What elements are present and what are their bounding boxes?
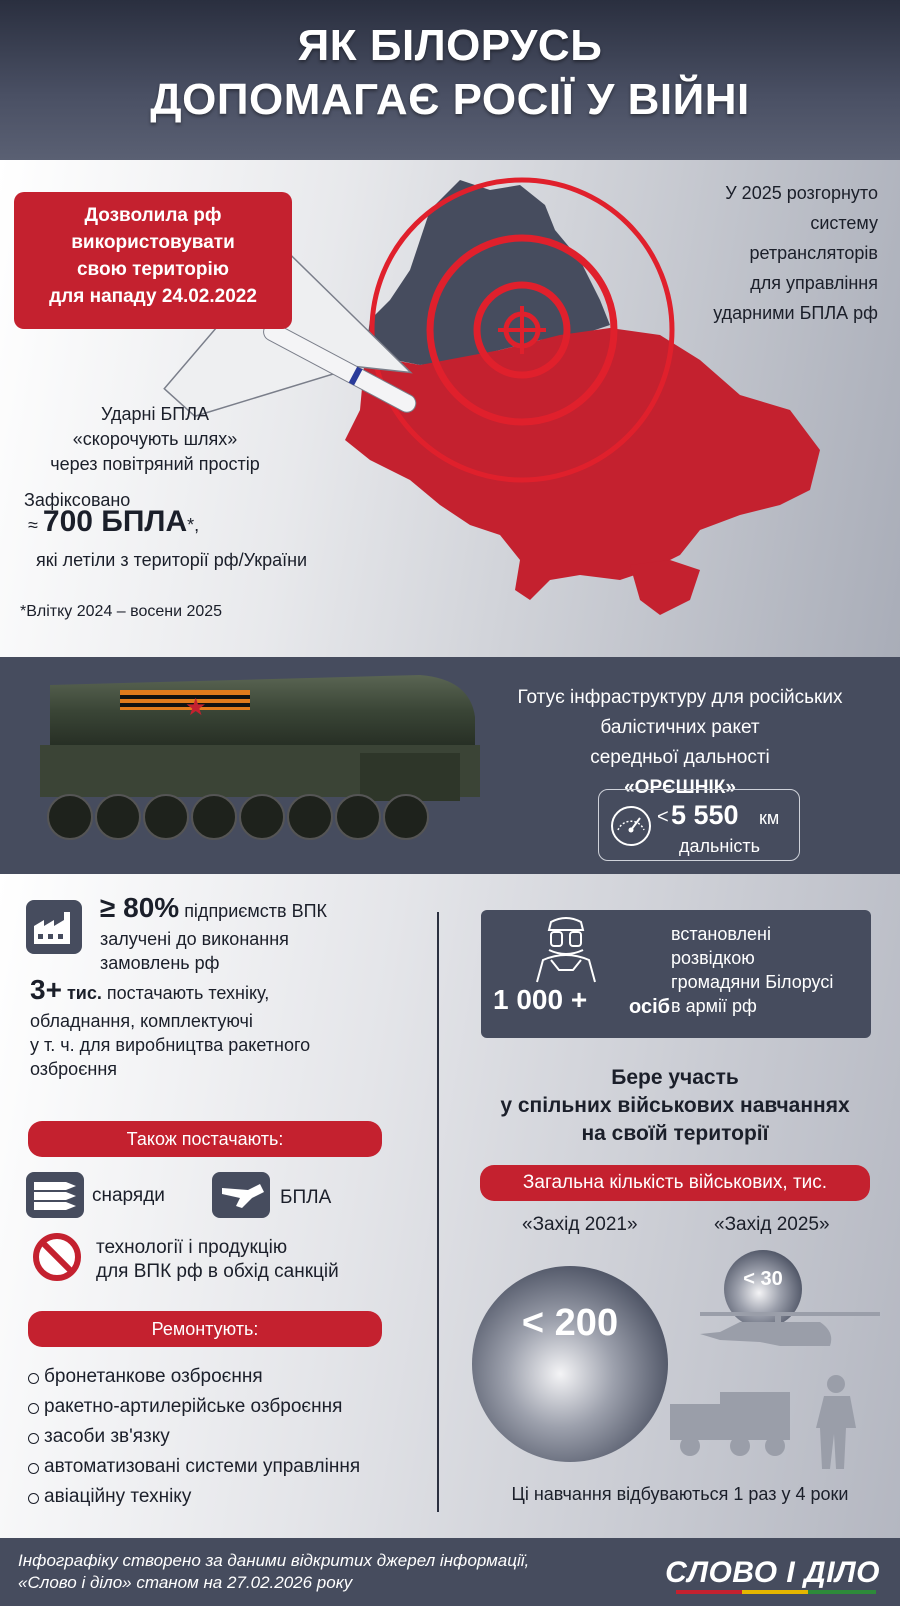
exercise-1-bubble [472, 1266, 668, 1462]
sanctions-line-2: для ВПК рф в обхід санкцій [96, 1261, 339, 1282]
airspace-allowed-box [14, 192, 292, 329]
recorded-label: Зафіксовано [24, 490, 131, 510]
period-note: *Влітку 2024 – восени 2025 [20, 603, 223, 620]
people-desc-line: розвідкою [671, 948, 755, 968]
people-desc [671, 922, 833, 1018]
list-item: бронетанкове озброєння [26, 1362, 360, 1392]
source-line: Інфографіку створено за даними відкритих джерел інформації, [18, 1551, 530, 1570]
crimea-shape [630, 560, 700, 615]
exercises-title-line: на своїй території [581, 1122, 769, 1145]
missile-text [480, 683, 880, 803]
thousands-text: постачають техніку, [101, 983, 270, 1003]
relay-line: ударними БПЛА рф [713, 303, 878, 323]
missile-section [0, 657, 900, 874]
drones-line: «скорочують шлях» [72, 429, 238, 449]
thousands-text-4: озброєння [30, 1059, 118, 1079]
missile-line: балістичних ракет [600, 717, 760, 738]
truck-icon [670, 1392, 790, 1456]
exercise-1-value: < 200 [521, 1302, 619, 1344]
repair-pill: Ремонтують: [28, 1311, 382, 1347]
thousands-value: 3+ [30, 974, 62, 1005]
exercise-2-value: < 30 [743, 1268, 783, 1290]
range-value: 5 550 [671, 800, 739, 830]
approx-sign: ≈ [28, 515, 38, 535]
red-box-line: Дозволила рф [84, 205, 222, 226]
list-item: автоматизовані системи управління [26, 1452, 360, 1482]
drones-count [28, 505, 200, 538]
industry-pct-text-3: замовлень рф [100, 953, 220, 973]
exercises-title [470, 1064, 880, 1148]
people-count: 1 000 + [493, 984, 588, 1015]
soldier-icon [816, 1375, 856, 1469]
military-silhouettes [660, 1304, 890, 1474]
industry-pct-text: підприємств ВПК [179, 901, 328, 921]
exercise-2-name: «Захід 2025» [714, 1214, 830, 1235]
shells-label: снаряди [92, 1185, 165, 1206]
logo-stripe [676, 1590, 876, 1594]
source-text [18, 1550, 529, 1594]
range-lt: < [657, 806, 669, 828]
relay-line: ретрансляторів [749, 243, 878, 263]
total-troops-pill: Загальна кількість військових, тис. [480, 1165, 870, 1201]
people-unit: осіб [629, 996, 670, 1018]
list-item: ракетно-артилерійське озброєння [26, 1392, 360, 1422]
people-desc-line: громадяни Білорусі [671, 972, 834, 992]
footer [0, 1538, 900, 1606]
exercises-title-line: у спільних військових навчаннях [500, 1094, 850, 1117]
sanctions-line-1: технології і продукцію [96, 1237, 288, 1258]
drones-count-value: 700 БПЛА [42, 505, 188, 538]
ukraine-shape [345, 328, 820, 600]
no-entry-icon [32, 1232, 82, 1282]
speedometer-icon [609, 804, 653, 848]
red-box-line: для нападу 24.02.2022 [49, 286, 257, 307]
helicopter-icon [700, 1312, 880, 1346]
title-line-2: ДОПОМАГАЄ РОСІЇ У ВІЙНІ [150, 75, 750, 124]
svg-text:★: ★ [185, 693, 207, 721]
drones-line: Ударні БПЛА [100, 404, 210, 424]
missile-launcher-icon [0, 657, 480, 874]
industry-pct-line [100, 892, 328, 923]
relay-line: для управління [750, 273, 878, 293]
logo: СЛОВО І ДІЛО [665, 1556, 880, 1589]
red-box-line: використовувати [71, 232, 235, 253]
relay-line: систему [810, 213, 878, 233]
factory-icon [26, 900, 82, 954]
also-supply-pill: Також постачають: [28, 1121, 382, 1157]
list-item: авіаційну техніку [26, 1482, 360, 1512]
thousands-line [30, 974, 270, 1005]
red-box-line: свою територію [76, 259, 230, 280]
uav-label: БПЛА [280, 1187, 332, 1208]
industry-pct: ≥ 80% [100, 892, 180, 923]
relay-text [668, 178, 878, 328]
support-section [0, 874, 900, 1538]
range-unit: км [759, 808, 780, 828]
drones-shortcut-text [20, 402, 290, 477]
list-item: засоби зв'язку [26, 1422, 360, 1452]
people-desc-line: в армії рф [671, 996, 757, 1016]
drones-desc: які летіли з території рф/України [36, 550, 308, 570]
range-box [598, 789, 800, 861]
column-divider [437, 912, 439, 1512]
range-label: дальність [679, 836, 760, 856]
source-line: «Слово і діло» станом на 27.02.2026 року [18, 1573, 353, 1592]
shells-icon [26, 1172, 84, 1218]
missile-line: Готує інфраструктуру для російських [517, 687, 843, 708]
thousands-text-2: обладнання, комплектуючі [30, 1011, 253, 1031]
repair-list [26, 1362, 360, 1512]
people-desc-line: встановлені [671, 924, 771, 944]
asterisk: *, [187, 515, 200, 535]
exercises-frequency: Ці навчання відбуваються 1 раз у 4 роки [511, 1484, 849, 1504]
missile-prefix: середньої дальності [590, 747, 770, 768]
people-box [481, 910, 871, 1038]
thousands-text-3: у т. ч. для виробництва ракетного [30, 1035, 311, 1055]
title-line-1: ЯК БІЛОРУСЬ [297, 21, 603, 70]
drones-line: через повітряний простір [50, 454, 260, 474]
thousands-unit: тис. [61, 983, 102, 1003]
exercises-title-line: Бере участь [611, 1066, 739, 1089]
missile-name: «ОРЄШНІК» [624, 777, 736, 798]
exercise-1-name: «Захід 2021» [522, 1214, 638, 1235]
header [0, 0, 900, 160]
industry-pct-text-2: залучені до виконання [100, 929, 289, 949]
binoculars-soldier-icon [521, 914, 611, 984]
uav-icon [212, 1172, 270, 1218]
relay-line: У 2025 розгорнуто [725, 183, 878, 203]
territory-section [0, 160, 900, 657]
